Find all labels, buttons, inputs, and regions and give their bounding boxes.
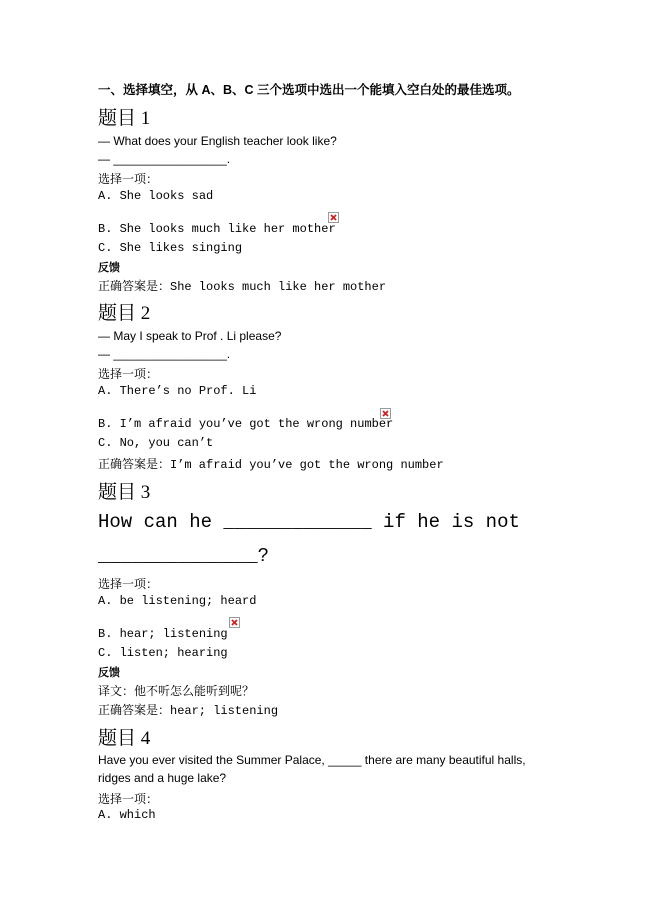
question-4-prompt: Have you ever visited the Summer Palace, _____ there are many beautiful halls, bbox=[98, 753, 526, 767]
question-1-prompt: — What does your English teacher look like? bbox=[98, 134, 337, 148]
question-3-translation: 译文：他不听怎么能听到呢？ bbox=[98, 684, 255, 698]
choose-label: 选择一项： bbox=[98, 367, 159, 381]
question-3-option-c[interactable]: C. listen; hearing bbox=[98, 646, 228, 660]
question-1-option-b[interactable]: B. She looks much like her mother bbox=[98, 222, 336, 236]
section-heading: 一、选择填空，从 A、B、C 三个选项中选出一个能填入空白处的最佳选项。 bbox=[98, 83, 520, 97]
question-2-title: 题目 2 bbox=[98, 303, 151, 324]
feedback-label: 反馈 bbox=[98, 262, 120, 274]
question-3-option-b[interactable]: B. hear; listening bbox=[98, 627, 228, 641]
question-3-answer: 正确答案是：hear; listening bbox=[98, 704, 279, 718]
question-1-blank: — _________________. bbox=[98, 152, 231, 166]
question-4-title: 题目 4 bbox=[98, 728, 151, 749]
broken-image-icon bbox=[229, 617, 240, 628]
question-1-option-c[interactable]: C. She likes singing bbox=[98, 241, 243, 255]
choose-label: 选择一项： bbox=[98, 172, 159, 186]
question-2-answer: 正确答案是：I’m afraid you’ve got the wrong number bbox=[98, 458, 444, 472]
question-4-option-a[interactable]: A. which bbox=[98, 808, 156, 822]
feedback-label: 反馈 bbox=[98, 667, 120, 679]
question-1-option-a[interactable]: A. She looks sad bbox=[98, 189, 214, 203]
question-1-answer: 正确答案是：She looks much like her mother bbox=[98, 280, 387, 294]
choose-label: 选择一项： bbox=[98, 577, 159, 591]
question-1-title: 题目 1 bbox=[98, 108, 151, 129]
question-2-option-a[interactable]: A. There’s no Prof. Li bbox=[98, 384, 257, 398]
question-2-option-c[interactable]: C. No, you can’t bbox=[98, 436, 214, 450]
question-2-option-b[interactable]: B. I’m afraid you’ve got the wrong number bbox=[98, 417, 394, 431]
question-3-option-a[interactable]: A. be listening; heard bbox=[98, 594, 257, 608]
question-3-prompt-continued: ______________? bbox=[98, 545, 270, 567]
question-4-prompt-continued: ridges and a huge lake? bbox=[98, 771, 227, 785]
question-2-blank: — _________________. bbox=[98, 347, 231, 361]
question-3-title: 题目 3 bbox=[98, 482, 151, 503]
question-3-prompt: How can he _____________ if he is not bbox=[98, 511, 520, 533]
choose-label: 选择一项： bbox=[98, 792, 159, 806]
question-2-prompt: — May I speak to Prof . Li please? bbox=[98, 329, 282, 343]
